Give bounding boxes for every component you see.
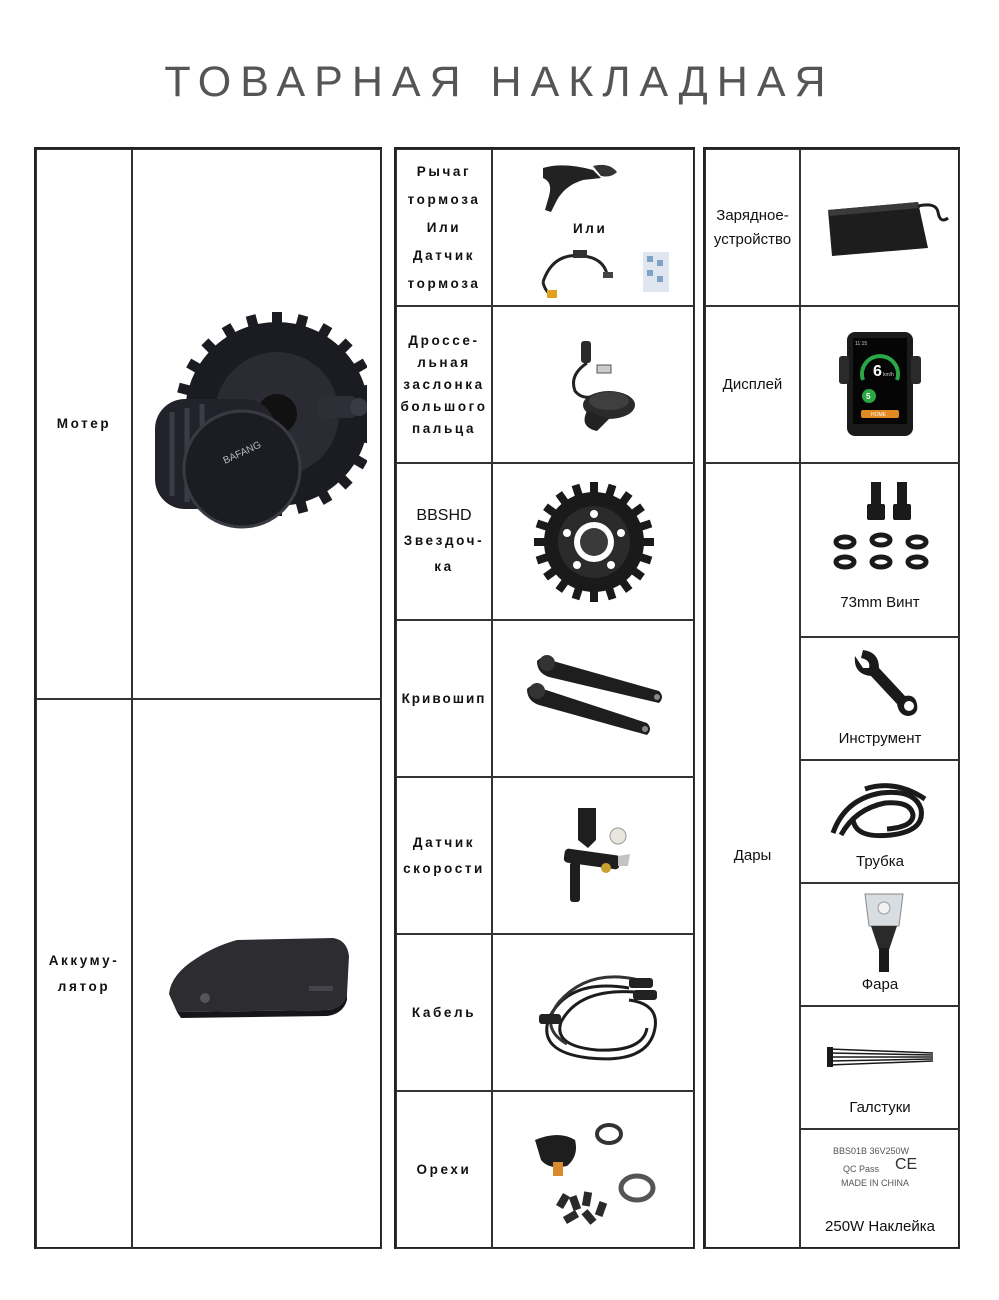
page-title: ТОВАРНАЯ НАКЛАДНАЯ bbox=[164, 58, 835, 106]
sprocket-label-cell bbox=[396, 463, 492, 620]
brake-sensor-image bbox=[533, 242, 683, 300]
sprocket-image-cell bbox=[492, 463, 695, 620]
display-label-cell bbox=[705, 306, 800, 463]
display-time: 11:15 bbox=[855, 340, 868, 347]
sticker-cell bbox=[800, 1129, 960, 1249]
crank-label: Кривошип bbox=[401, 690, 487, 706]
right-table bbox=[703, 147, 960, 1249]
ties-image bbox=[825, 1041, 937, 1071]
battery-label: Аккуму- лятор bbox=[48, 953, 120, 994]
tube-cell bbox=[800, 760, 960, 883]
sprocket-label: BBSHD Звездоч- ка bbox=[403, 506, 485, 574]
charger-image-cell bbox=[800, 149, 960, 306]
screw-image bbox=[821, 478, 941, 578]
screw-cell bbox=[800, 463, 960, 637]
motor-label: Мотер bbox=[56, 416, 112, 431]
cable-label-cell bbox=[396, 934, 492, 1091]
headlight-image bbox=[859, 890, 909, 976]
charger-label-cell bbox=[705, 149, 800, 306]
speed-sensor-label-cell bbox=[396, 777, 492, 934]
nuts-image bbox=[519, 1110, 669, 1230]
crank-label-cell bbox=[396, 620, 492, 777]
crank-image bbox=[519, 649, 669, 749]
display-mode: HOME bbox=[871, 411, 886, 418]
middle-table bbox=[394, 147, 695, 1249]
sticker-model: BBS01B 36V250W bbox=[833, 1146, 910, 1156]
gifts-label-cell bbox=[705, 463, 800, 1249]
display-unit: km/h bbox=[883, 371, 894, 378]
sticker-made: MADE IN CHINA bbox=[841, 1178, 910, 1188]
tube-image bbox=[825, 769, 935, 849]
cable-label: Кабель bbox=[411, 1004, 477, 1020]
tool-cell bbox=[800, 637, 960, 760]
display-assist: 5 bbox=[866, 391, 871, 401]
speed-sensor-label: Датчик скорости bbox=[403, 834, 485, 876]
display-label: Дисплей bbox=[722, 375, 783, 393]
gifts-label: Дары bbox=[733, 847, 772, 864]
display-image-cell bbox=[800, 306, 960, 463]
brake-or-text: Или bbox=[573, 221, 608, 236]
ties-cell bbox=[800, 1006, 960, 1129]
speed-sensor-image bbox=[534, 796, 654, 916]
nuts-label-cell bbox=[396, 1091, 492, 1249]
display-image bbox=[835, 330, 925, 440]
sticker-qc: QC Pass bbox=[843, 1164, 880, 1174]
speed-sensor-image-cell bbox=[492, 777, 695, 934]
headlight-cell bbox=[800, 883, 960, 1006]
display-speed: 6 bbox=[873, 362, 882, 380]
ties-caption: Галстуки bbox=[849, 1099, 911, 1116]
brake-lever-image bbox=[523, 156, 623, 218]
sticker-label-image bbox=[833, 1144, 929, 1206]
left-table bbox=[34, 147, 382, 1249]
tube-caption: Трубка bbox=[856, 853, 904, 870]
battery-label-cell bbox=[36, 699, 132, 1249]
screw-caption: 73mm Винт bbox=[840, 594, 920, 611]
charger-label: Зарядное- устройство bbox=[713, 206, 792, 248]
battery-image bbox=[157, 924, 357, 1024]
brake-image-cell bbox=[492, 149, 695, 306]
motor-logo: BAFANG bbox=[221, 439, 264, 467]
brake-label: Рычаг тормоза Или Датчик тормоза bbox=[407, 163, 481, 291]
charger-image bbox=[810, 188, 950, 268]
sticker-caption: 250W Наклейка bbox=[825, 1218, 935, 1235]
brake-label-cell bbox=[396, 149, 492, 306]
throttle-label-cell bbox=[396, 306, 492, 463]
nuts-image-cell bbox=[492, 1091, 695, 1249]
throttle-image bbox=[539, 335, 649, 435]
sprocket-image bbox=[529, 477, 659, 607]
sticker-ce-mark: CE bbox=[895, 1156, 918, 1173]
cable-image-cell bbox=[492, 934, 695, 1091]
cable-image bbox=[509, 948, 679, 1078]
crank-image-cell bbox=[492, 620, 695, 777]
motor-image-cell bbox=[132, 149, 382, 699]
motor-image bbox=[147, 304, 367, 544]
tool-caption: Инструмент bbox=[838, 730, 922, 747]
motor-label-cell bbox=[36, 149, 132, 699]
throttle-image-cell bbox=[492, 306, 695, 463]
headlight-caption: Фара bbox=[861, 976, 899, 993]
tool-image bbox=[845, 644, 925, 724]
nuts-label: Орехи bbox=[416, 1162, 472, 1177]
throttle-label: Дроссе- льная заслонка большого пальца bbox=[400, 332, 488, 436]
battery-image-cell bbox=[132, 699, 382, 1249]
